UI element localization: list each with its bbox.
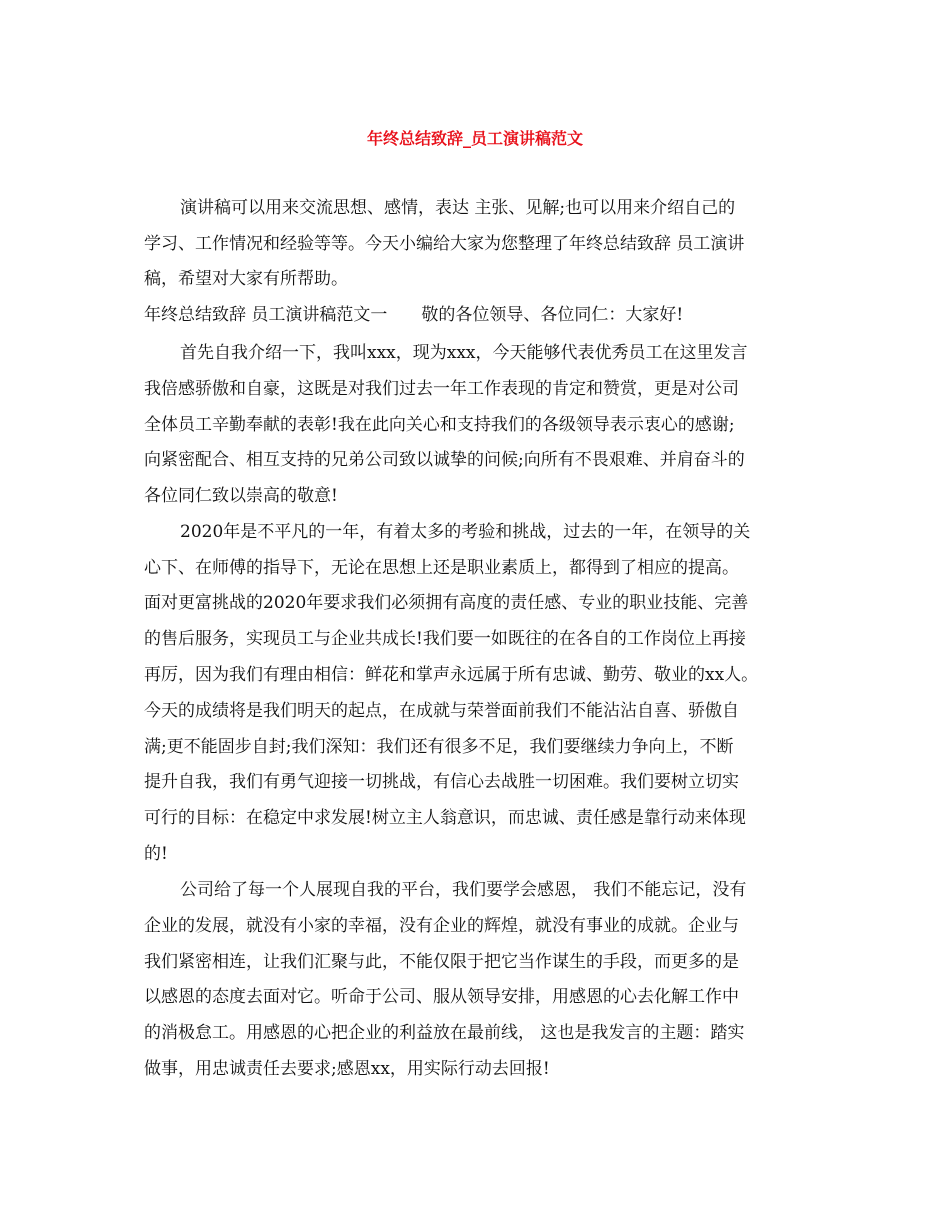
paragraph-line: 我倍感骄傲和自豪，这既是对我们过去一年工作表现的肯定和赞赏，更是对公司 — [144, 379, 739, 399]
paragraph-line: 以感恩的态度去面对它。听命于公司、服从领导安排，用感恩的心去化解工作中 — [144, 987, 739, 1007]
paragraph-line: 向紧密配合、相互支持的兄弟公司致以诚挚的问候;向所有不畏艰难、并肩奋斗的 — [144, 450, 745, 470]
paragraph-line: 的售后服务，实现员工与企业共成长!我们要一如既往的在各自的工作岗位上再接 — [144, 629, 746, 649]
paragraph-line: 的! — [144, 844, 168, 864]
document-title: 年终总结致辞_员工演讲稿范文 — [366, 129, 583, 148]
paragraph-line: 满;更不能固步自封;我们深知：我们还有很多不足，我们要继续力争向上，不断 — [144, 737, 734, 757]
paragraph-line: 稿，希望对大家有所帮助。 — [144, 269, 348, 289]
paragraph-line: 演讲稿可以用来交流思想、感情，表达 主张、见解;也可以用来介绍自己的 — [180, 198, 736, 218]
paragraph-line: 我们紧密相连，让我们汇聚与此，不能仅限于把它当作谋生的手段，而更多的是 — [144, 952, 739, 972]
paragraph-line: 企业的发展，就没有小家的幸福，没有企业的辉煌，就没有事业的成就。企业与 — [144, 916, 739, 936]
paragraph-line: 公司给了每一个人展现自我的平台，我们要学会感恩， 我们不能忘记，没有 — [180, 880, 747, 900]
paragraph-line: 2020年是不平凡的一年，有着太多的考验和挑战，过去的一年，在领导的关 — [180, 522, 751, 542]
paragraph-line: 再厉，因为我们有理由相信：鲜花和掌声永远属于所有忠诚、勤劳、敬业的xx人。 — [144, 665, 759, 685]
paragraph-line: 可行的目标：在稳定中求发展!树立主人翁意识，而忠诚、责任感是靠行动来体现 — [144, 808, 746, 828]
paragraph-line: 心下、在师傅的指导下，无论在思想上还是职业素质上，都得到了相应的提高。 — [144, 558, 739, 578]
paragraph-line: 做事，用忠诚责任去要求;感恩xx，用实际行动去回报! — [144, 1059, 550, 1079]
paragraph-line: 面对更富挑战的2020年要求我们必须拥有高度的责任感、专业的职业技能、完善 — [144, 593, 749, 613]
paragraph-line: 提升自我，我们有勇气迎接一切挑战，有信心去战胜一切困难。我们要树立切实 — [144, 772, 739, 792]
paragraph-line: 年终总结致辞 员工演讲稿范文一 敬的各位领导、各位同仁：大家好! — [144, 305, 684, 325]
paragraph-line: 首先自我介绍一下，我叫xxx，现为xxx，今天能够代表优秀员工在这里发言 — [180, 343, 748, 363]
paragraph-line: 各位同仁致以崇高的敬意! — [144, 486, 338, 506]
paragraph-line: 今天的成绩将是我们明天的起点，在成就与荣誉面前我们不能沾沾自喜、骄傲自 — [144, 701, 739, 721]
paragraph-line: 的消极怠工。用感恩的心把企业的利益放在最前线， 这也是我发言的主题：踏实 — [144, 1023, 745, 1043]
paragraph-line: 学习、工作情况和经验等等。今天小编给大家为您整理了年终总结致辞 员工演讲 — [144, 234, 745, 254]
paragraph-line: 全体员工辛勤奉献的表彰!我在此向关心和支持我们的各级领导表示衷心的感谢; — [144, 415, 735, 435]
